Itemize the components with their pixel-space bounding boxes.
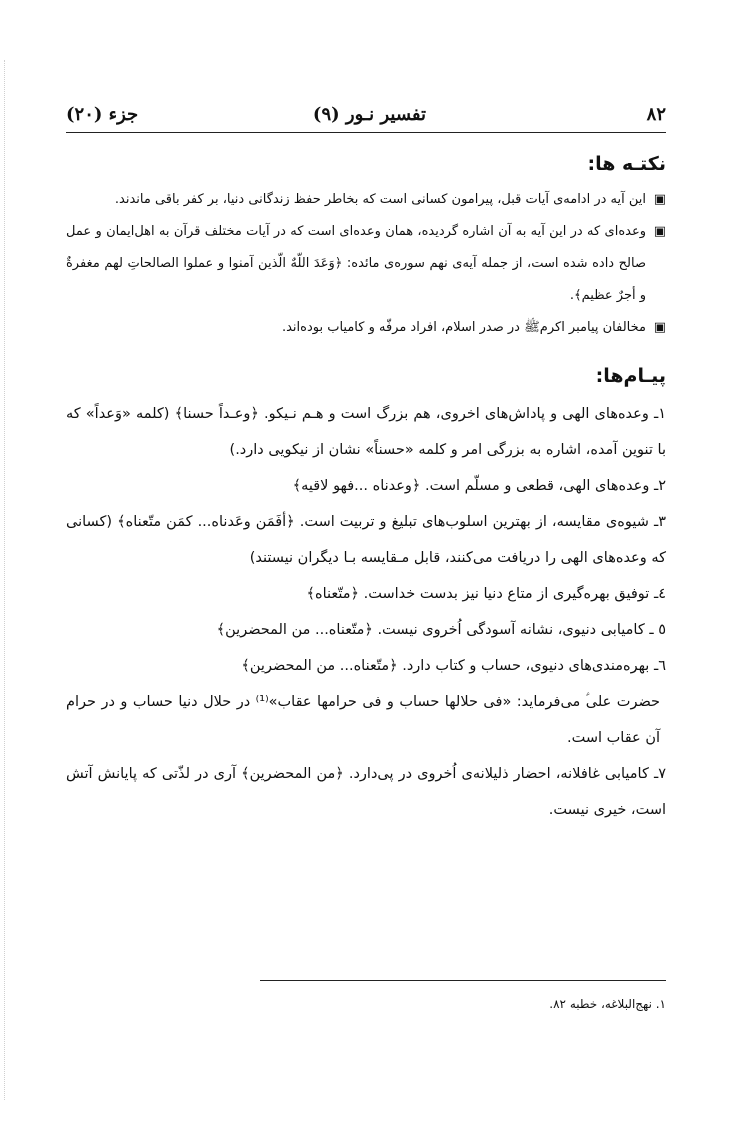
note-item — [66, 312, 666, 344]
square-bullet-icon: ▣ — [653, 224, 666, 239]
square-bullet-icon: ▣ — [653, 192, 666, 207]
message-item: ۲ـ وعده‌های الهی، قطعی و مسلّم است. ﴿وعدناه ...فهو لاقیه﴾ — [292, 478, 666, 494]
header-divider — [66, 132, 666, 133]
message-item: ۳ـ شیوه‌ی مقایسه، از بهترین اسلوب‌های تبلیغ و تربیت است. ﴿أفَمَن وعَدناه... کمَن متّعناه﴾ (کسانی که وعده‌های الهی را دریافت می‌کنند، قابل مـقایسه بـا دیگران نیستند) — [66, 514, 666, 566]
message-item: ۱ـ وعده‌های الهی و پاداش‌های اخروی، هم بزرگ است و هـم نـیکو. ﴿وعـداً حسنا﴾ (کلمه «وَعداً» که با تنوین آمده، اشاره به بزرگی امر و کلمه «حسناً» نشان از نیکویی دارد.) — [66, 406, 666, 458]
footnote-divider — [260, 980, 666, 981]
message-item: ٦ـ بهره‌مندی‌های دنیوی، حساب و کتاب دارد. ﴿متّعناه... من المحضرین﴾ — [241, 658, 666, 674]
page-header — [66, 104, 666, 134]
message-item: ۷ـ کامیابی غافلانه، احضار ذلیلانه‌ی اُخروی در پی‌دارد. ﴿من المحضرین﴾ آری در لذّتی که پایانش آتش است، خیری نیست. — [66, 766, 666, 818]
page-body — [66, 140, 666, 828]
square-bullet-icon: ▣ — [653, 320, 666, 335]
notes-heading: نکتـه ها: — [587, 153, 666, 175]
note-item — [66, 184, 666, 216]
note-item — [66, 216, 666, 312]
note-text: این آیه در ادامه‌ی آیات قبل، پیرامون کسانی است که بخاطر حفظ زندگانی دنیا، بر کفر باقی ماندند. — [114, 192, 646, 207]
hadith-quote: حضرت علی‌ؑ می‌فرماید: «فی حلالها حساب و فی حرامها عقاب»⁽¹⁾ در حلال دنیا حساب و در حرام آن عقاب است. — [66, 694, 660, 746]
note-text: مخالفان پیامبر اکرم‌ﷺ در صدر اسلام، افراد مرفّه و کامیاب بوده‌اند. — [281, 320, 646, 335]
note-text: وعده‌ای که در این آیه به آن اشاره گردیده، همان وعده‌ای است که در آیات مختلف قرآن به اهل‌ایمان و عمل صالح داده شده است، از جمله آیه‌ی نهم سوره‌ی مائده: ﴿وَعَدَ اللّهٌ الّذین آمنوا و عملوا الصالحاتِ لهم مغفرةٌ و أجرٌ عظیم﴾. — [66, 224, 646, 303]
message-item: ٥ ـ کامیابی دنیوی، نشانه آسودگی اُخروی نیست. ﴿متّعناه... من المحضرین﴾ — [216, 622, 666, 638]
message-item: ٤ـ توفیق بهره‌گیری از متاع دنیا نیز بدست خداست. ﴿متّعناه﴾ — [306, 586, 666, 602]
messages-heading: پیـام‌ها: — [595, 365, 666, 387]
page-number: ۸۲ — [646, 104, 666, 125]
margin-dotted-line — [4, 60, 6, 1100]
part-number: جزء (۲۰) — [66, 104, 139, 125]
book-title: تفسیر نـور (۹) — [312, 104, 426, 125]
footnote: ۱. نهج‌البلاغه، خطبه ۸۲. — [549, 997, 666, 1011]
